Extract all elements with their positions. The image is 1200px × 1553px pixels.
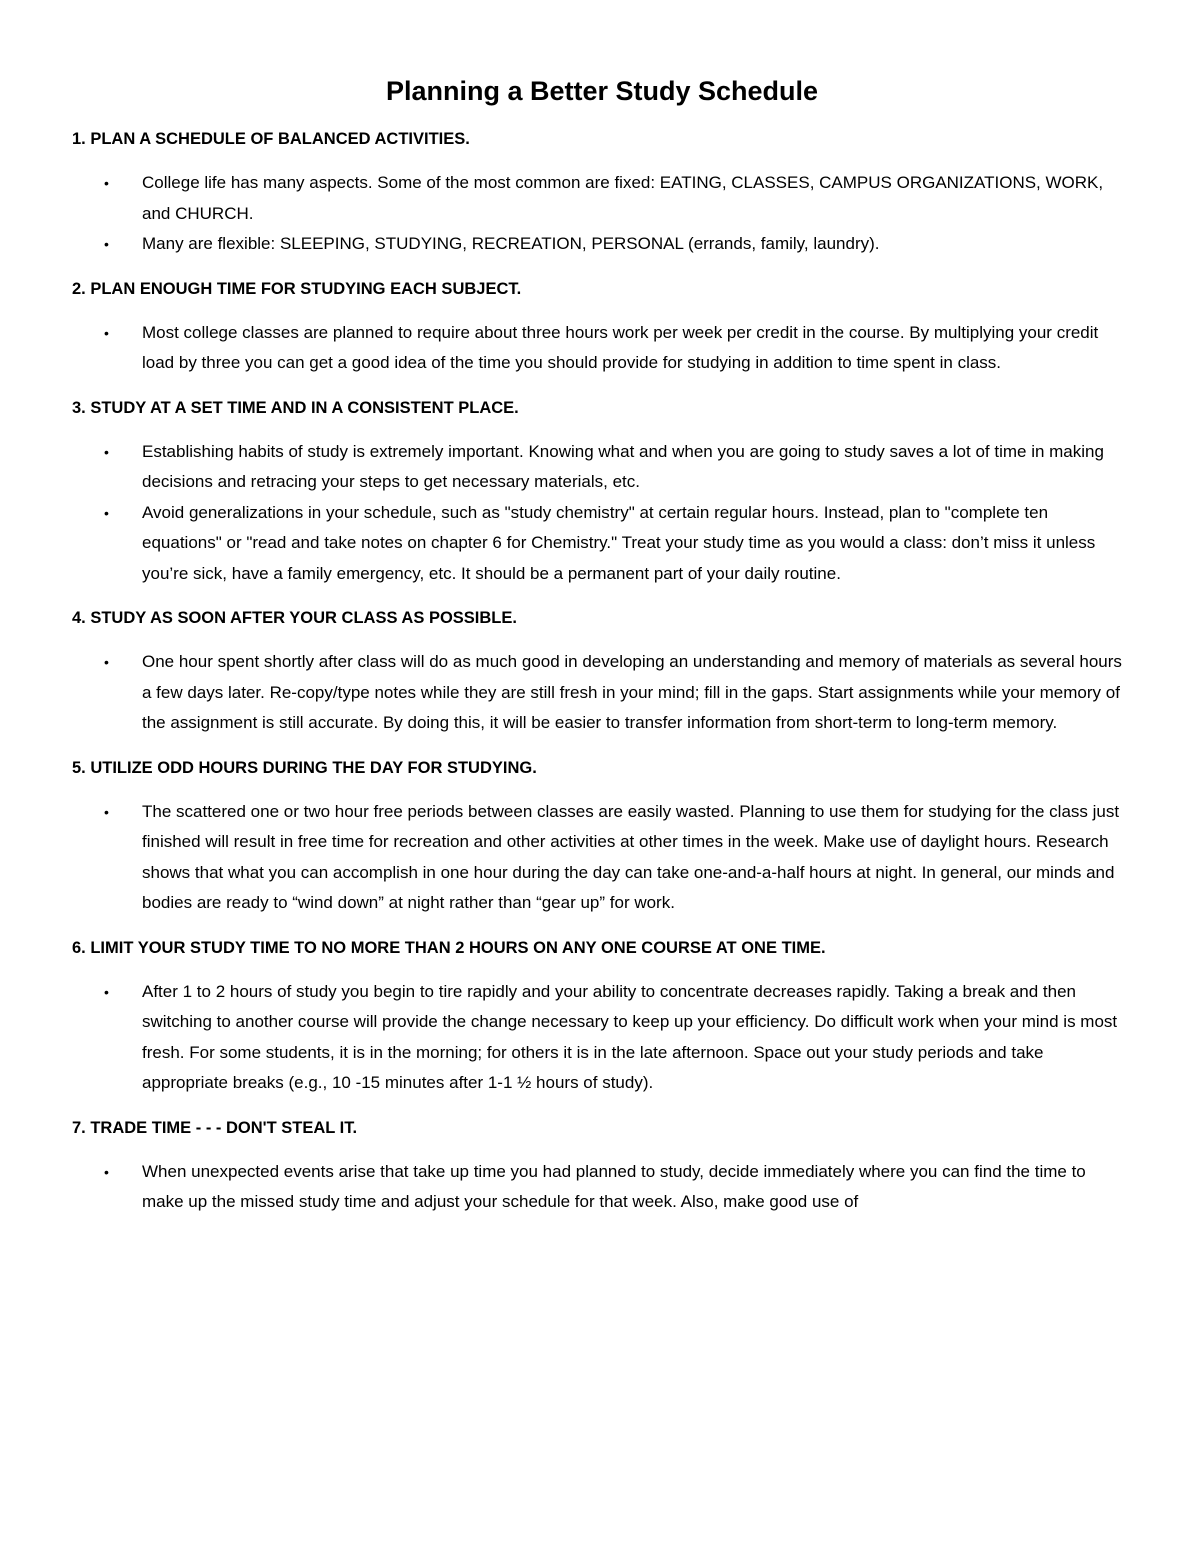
bullet-icon: • bbox=[104, 803, 109, 820]
list-item-text: The scattered one or two hour free periods between classes are easily wasted. Planning to use them for studying for the class just finished will result in free time for recreation and other activities at other times in the week. Make use of daylight hours. Research shows that what you can accomplish in one hour during the day can take one-and-a-half hours at night. In general, our minds and bodies are ready to “wind down” at night rather than “gear up” for work. bbox=[142, 801, 1120, 912]
list-item-text: When unexpected events arise that take up time you had planned to study, decide immediately where you can find the time to make up the missed study time and adjust your schedule for that week. Also, make good use of bbox=[142, 1161, 1086, 1211]
section-heading: 3. STUDY AT A SET TIME AND IN A CONSISTENT PLACE. bbox=[72, 398, 519, 417]
bullet-list bbox=[72, 1157, 1132, 1218]
bullet-list bbox=[72, 437, 1132, 590]
list-item-text: One hour spent shortly after class will do as much good in developing an understanding and memory of materials as several hours a few days later. Re-copy/type notes while they are still fresh in your mind; fill in the gaps. Start assignments while your memory of the assignment is still accurate. By doing this, it will be easier to transfer information from short-term to long-term memory. bbox=[142, 652, 1122, 732]
bullet-list bbox=[72, 797, 1132, 919]
bullet-list bbox=[72, 318, 1132, 379]
list-item bbox=[72, 797, 1132, 919]
list-item bbox=[72, 318, 1132, 379]
list-item-text: College life has many aspects. Some of the most common are fixed: EATING, CLASSES, CAMPUS ORGANIZATIONS, WORK, and CHURCH. bbox=[142, 173, 1104, 223]
bullet-icon: • bbox=[104, 175, 109, 191]
document-title: Planning a Better Study Schedule bbox=[385, 76, 819, 106]
bullet-list bbox=[72, 168, 1132, 260]
bullet-icon: • bbox=[104, 1163, 109, 1180]
list-item bbox=[72, 647, 1132, 739]
list-item-text: Many are flexible: SLEEPING, STUDYING, RECREATION, PERSONAL (errands, family, laundry). bbox=[142, 234, 880, 253]
list-item bbox=[72, 229, 1132, 260]
list-item-text: After 1 to 2 hours of study you begin to tire rapidly and your ability to concentrate decreases rapidly. Taking a break and then switching to another course will provide the change necessary to keep up your efficiency. Do difficult work when your mind is most fresh. For some students, it is in the morning; for others it is in the late afternoon. Space out your study periods and take appropriate breaks (e.g., 10 -15 minutes after 1-1 ½ hours of study). bbox=[142, 981, 1118, 1092]
list-item-text: Establishing habits of study is extremely important. Knowing what and when you are going to study saves a lot of time in making decisions and retracing your steps to get necessary materials, etc. bbox=[142, 441, 1104, 491]
section-heading: 1. PLAN A SCHEDULE OF BALANCED ACTIVITIES. bbox=[72, 130, 470, 148]
bullet-icon: • bbox=[104, 504, 109, 521]
bullet-icon: • bbox=[104, 443, 109, 460]
document-page bbox=[72, 74, 1132, 1236]
bullet-icon: • bbox=[104, 654, 109, 670]
list-item bbox=[72, 498, 1132, 590]
bullet-icon: • bbox=[104, 983, 109, 1000]
bullet-list bbox=[72, 647, 1132, 739]
bullet-list bbox=[72, 977, 1132, 1099]
list-item bbox=[72, 977, 1132, 1099]
section-heading: 2. PLAN ENOUGH TIME FOR STUDYING EACH SUBJECT. bbox=[72, 279, 522, 298]
section-heading: 5. UTILIZE ODD HOURS DURING THE DAY FOR STUDYING. bbox=[72, 758, 537, 777]
list-item-text: Avoid generalizations in your schedule, such as "study chemistry" at certain regular hours. Instead, plan to "complete ten equations" or "read and take notes on chapter 6 for Chemistry." Treat your study time as you would a class: don’t miss it unless you’re sick, have a family emergency, etc. It should be a permanent part of your daily routine. bbox=[142, 502, 1096, 583]
bullet-icon: • bbox=[104, 236, 109, 252]
section-heading: 4. STUDY AS SOON AFTER YOUR CLASS AS POSSIBLE. bbox=[72, 609, 517, 627]
list-item bbox=[72, 1157, 1132, 1218]
list-item bbox=[72, 168, 1132, 229]
section-heading: 6. LIMIT YOUR STUDY TIME TO NO MORE THAN 2 HOURS ON ANY ONE COURSE AT ONE TIME. bbox=[72, 938, 826, 957]
list-item-text: Most college classes are planned to require about three hours work per week per credit in the course. By multiplying your credit load by three you can get a good idea of the time you should provide for studying in addition to time spent in class. bbox=[142, 322, 1099, 372]
document-body bbox=[72, 128, 1132, 1218]
list-item bbox=[72, 437, 1132, 498]
section-heading: 7. TRADE TIME - - - DON'T STEAL IT. bbox=[72, 1118, 358, 1137]
bullet-icon: • bbox=[104, 324, 109, 341]
